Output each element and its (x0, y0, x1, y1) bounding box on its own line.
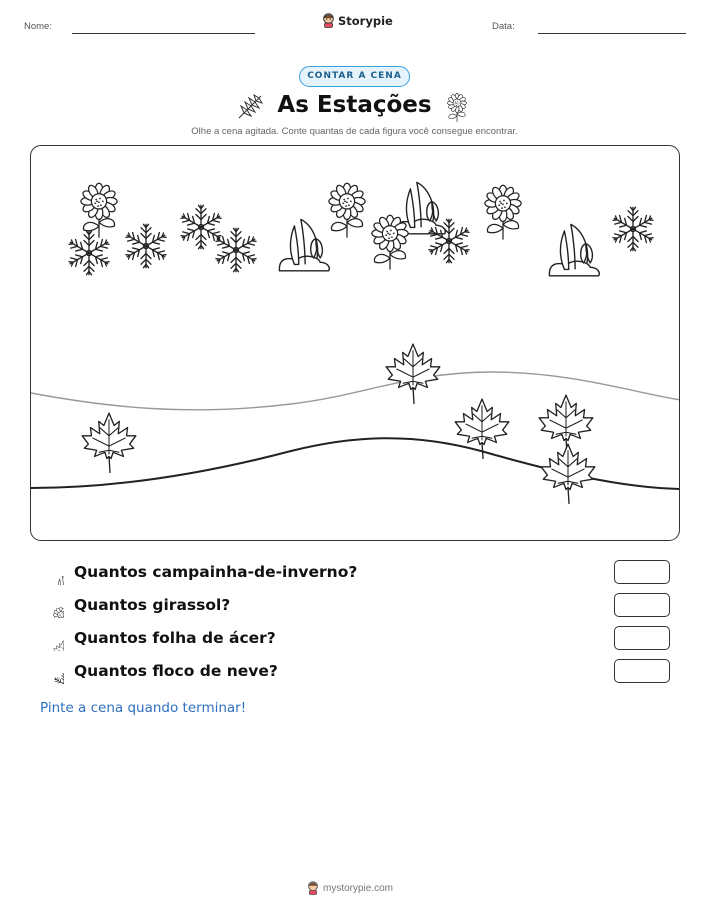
scene-items (68, 182, 655, 504)
answer-box[interactable] (614, 659, 670, 683)
page-title: As Estações (277, 92, 432, 118)
maple-figure[interactable] (82, 413, 136, 473)
badge: CONTAR A CENA (299, 66, 410, 87)
subtitle: Olhe a cena agitada. Conte quantas de cada figura você consegue encontrar. (191, 126, 518, 137)
maple-leaf-icon (40, 627, 64, 651)
scene-panel[interactable] (30, 145, 680, 541)
maple-figure[interactable] (386, 344, 440, 404)
brand-name: Storypie (338, 13, 393, 28)
answer-box[interactable] (614, 593, 670, 617)
question-text: Quantos folha de ácer? (74, 629, 276, 647)
date-label: Data: (492, 21, 515, 32)
answer-box[interactable] (614, 560, 670, 584)
question-text: Quantos campainha-de-inverno? (74, 563, 358, 581)
hill-back (31, 372, 680, 410)
sunflower-figure[interactable] (372, 215, 408, 269)
snowflake-figure[interactable] (180, 205, 223, 248)
snowflake-figure[interactable] (215, 228, 258, 271)
scene-canvas (31, 146, 680, 541)
snowflake-figure[interactable] (68, 231, 111, 274)
question-row (40, 626, 670, 652)
sunflower-icon (40, 594, 64, 618)
brand-logo (322, 13, 393, 28)
question-row (40, 593, 670, 619)
question-text: Quantos girassol? (74, 596, 231, 614)
name-label: Nome: (24, 21, 52, 32)
question-row (40, 659, 670, 685)
sunflower-figure[interactable] (485, 185, 521, 239)
site-url: mystorypie.com (323, 882, 394, 894)
sunflower-title-icon (445, 91, 469, 123)
maple-figure[interactable] (541, 444, 595, 504)
maple-figure[interactable] (539, 395, 593, 455)
footer-note: Pinte a cena quando terminar! (40, 700, 247, 716)
maple-figure[interactable] (455, 399, 509, 459)
snowflake-icon (40, 660, 64, 684)
question-text: Quantos floco de neve? (74, 662, 278, 680)
site-footer (307, 881, 393, 895)
answer-box[interactable] (614, 626, 670, 650)
snowdrop-figure[interactable] (279, 219, 329, 270)
snowdrop-icon (40, 561, 64, 585)
question-row (40, 560, 670, 586)
storypie-mascot-icon (307, 881, 319, 895)
snowflake-figure[interactable] (125, 224, 168, 267)
snowflake-figure[interactable] (612, 207, 655, 250)
sunflower-figure[interactable] (81, 183, 117, 237)
date-line[interactable] (538, 33, 686, 34)
sunflower-figure[interactable] (329, 183, 365, 237)
snowdrop-figure[interactable] (549, 224, 599, 275)
storypie-mascot-icon (322, 13, 335, 28)
name-line[interactable] (72, 33, 255, 34)
